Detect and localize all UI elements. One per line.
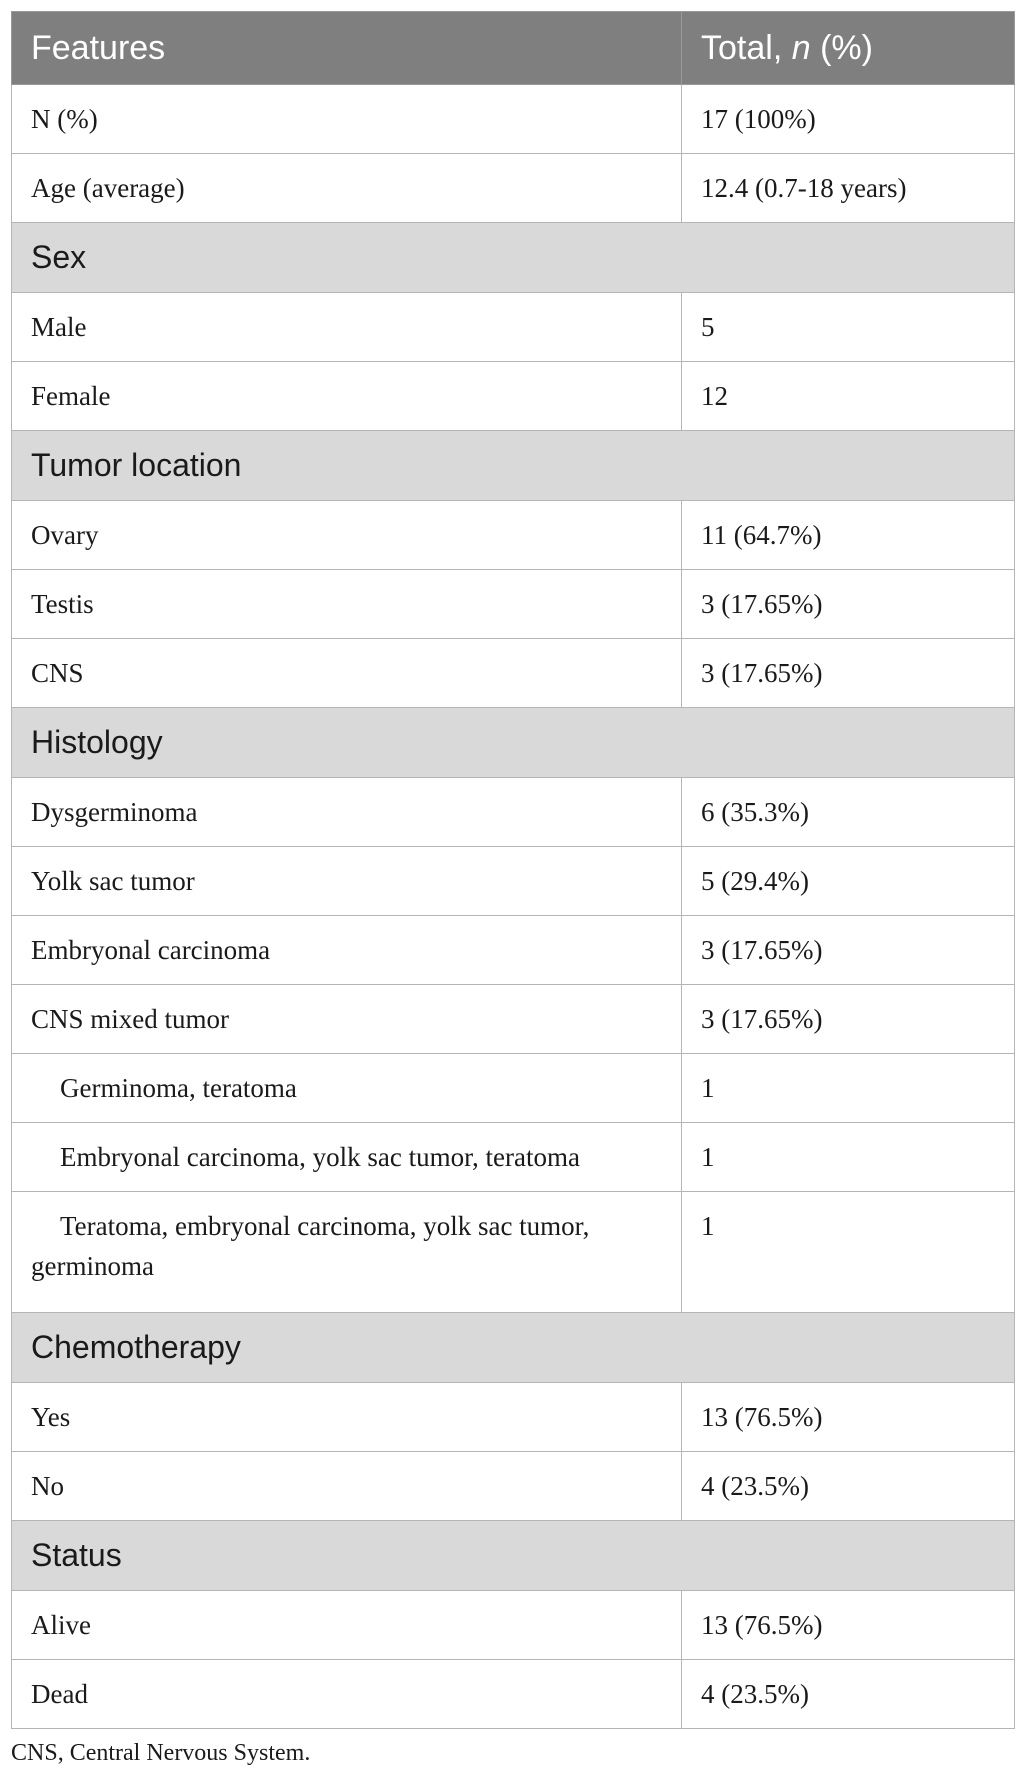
row-value: 1 <box>682 1123 1015 1192</box>
table-row <box>12 1452 1015 1521</box>
table-header-row <box>12 12 1015 85</box>
table-row <box>12 1383 1015 1452</box>
header-features: Features <box>12 12 682 85</box>
table-row <box>12 362 1015 431</box>
row-label: Male <box>12 293 682 362</box>
table-row <box>12 639 1015 708</box>
header-total-n: n <box>791 28 811 67</box>
row-value: 3 (17.65%) <box>682 570 1015 639</box>
row-label: Yes <box>12 1383 682 1452</box>
row-value: 1 <box>682 1192 1015 1313</box>
table-row <box>12 293 1015 362</box>
row-value: 12 <box>682 362 1015 431</box>
row-label: Ovary <box>12 501 682 570</box>
row-label: CNS mixed tumor <box>12 985 682 1054</box>
row-value: 6 (35.3%) <box>682 778 1015 847</box>
section-title: Sex <box>12 223 1015 293</box>
section-title: Status <box>12 1521 1015 1591</box>
row-value: 3 (17.65%) <box>682 639 1015 708</box>
table-row <box>12 847 1015 916</box>
row-value: 13 (76.5%) <box>682 1383 1015 1452</box>
table-row <box>12 778 1015 847</box>
row-value: 11 (64.7%) <box>682 501 1015 570</box>
table-row <box>12 1054 1015 1123</box>
table-row <box>12 85 1015 154</box>
row-label: Dead <box>12 1660 682 1729</box>
row-label: Age (average) <box>12 154 682 223</box>
section-header-sex <box>12 223 1015 293</box>
table-row <box>12 1123 1015 1192</box>
table-footnote: CNS, Central Nervous System. <box>11 1740 311 1766</box>
row-value: 4 (23.5%) <box>682 1660 1015 1729</box>
row-label: N (%) <box>12 85 682 154</box>
row-value: 13 (76.5%) <box>682 1591 1015 1660</box>
section-title: Histology <box>12 708 1015 778</box>
header-total <box>682 12 1015 85</box>
row-value: 4 (23.5%) <box>682 1452 1015 1521</box>
row-value: 3 (17.65%) <box>682 985 1015 1054</box>
row-value: 1 <box>682 1054 1015 1123</box>
table-row <box>12 916 1015 985</box>
row-label: Alive <box>12 1591 682 1660</box>
row-label: Embryonal carcinoma <box>12 916 682 985</box>
table-row <box>12 154 1015 223</box>
features-table <box>11 11 1015 1729</box>
section-header-tumor-location <box>12 431 1015 501</box>
row-label-indented: Germinoma, teratoma <box>12 1054 682 1123</box>
table-row <box>12 501 1015 570</box>
row-label: Yolk sac tumor <box>12 847 682 916</box>
row-value: 5 (29.4%) <box>682 847 1015 916</box>
header-total-text: Total, <box>701 28 792 67</box>
section-header-chemotherapy <box>12 1313 1015 1383</box>
section-header-histology <box>12 708 1015 778</box>
row-value: 5 <box>682 293 1015 362</box>
row-label: CNS <box>12 639 682 708</box>
section-title: Tumor location <box>12 431 1015 501</box>
row-label: Dysgerminoma <box>12 778 682 847</box>
table-row <box>12 1660 1015 1729</box>
table-row <box>12 1192 1015 1313</box>
row-label: Female <box>12 362 682 431</box>
table-row <box>12 570 1015 639</box>
header-total-pct: (%) <box>810 28 873 67</box>
row-value: 12.4 (0.7-18 years) <box>682 154 1015 223</box>
row-label-indented: Embryonal carcinoma, yolk sac tumor, teratoma <box>12 1123 682 1192</box>
row-label: No <box>12 1452 682 1521</box>
row-label: Testis <box>12 570 682 639</box>
section-header-status <box>12 1521 1015 1591</box>
table-row <box>12 1591 1015 1660</box>
row-label-indented: Teratoma, embryonal carcinoma, yolk sac tumor, germinoma <box>12 1192 682 1313</box>
row-value: 17 (100%) <box>682 85 1015 154</box>
table-row <box>12 985 1015 1054</box>
row-value: 3 (17.65%) <box>682 916 1015 985</box>
section-title: Chemotherapy <box>12 1313 1015 1383</box>
